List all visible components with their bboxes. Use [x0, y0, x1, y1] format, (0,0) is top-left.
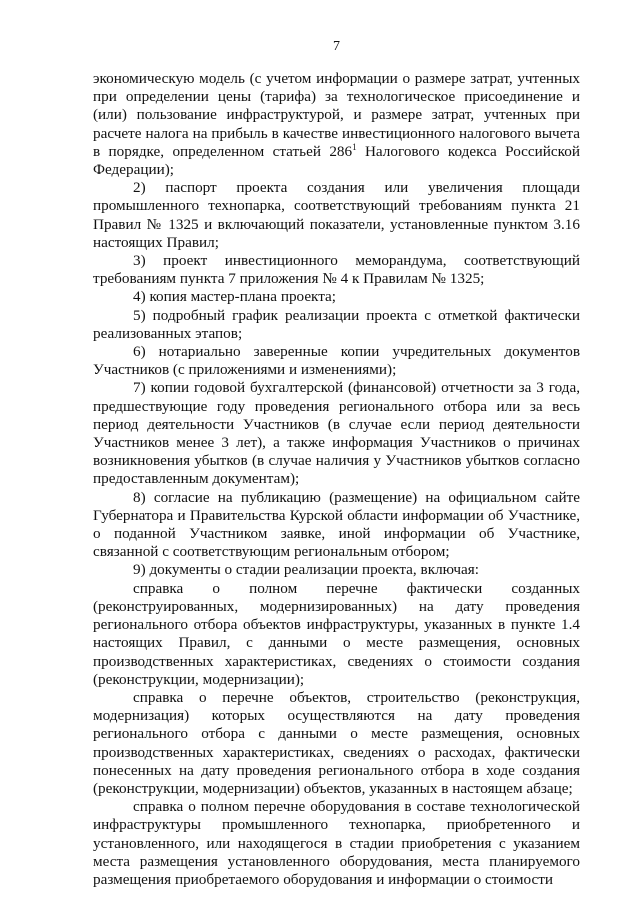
article-superscript: 1 — [352, 141, 357, 152]
paragraph-item-4: 4) копия мастер-плана проекта; — [133, 288, 337, 306]
paragraph-item-3: 3) проект инвестиционного меморандума, соответствующий требованиям пункта 7 приложения № 4 к Правилам № 1325; — [93, 252, 580, 288]
paragraph-text: экономическую модель (с учетом информации о размере затрат, учтенных при определении цены (тарифа) за технологическое присоединение и (или) пользование инфраструктурой, и размере затрат, учтенных при расчете налога на прибыль в качестве инвестиционного налогового вычета в порядке, определенном статьей 286 — [93, 70, 580, 160]
paragraph-item-8: 8) согласие на публикацию (размещение) на официальном сайте Губернатора и Правительства Курской области информации об Участнике, о поданной Участником заявке, иной информации об Участнике, связанной с соответствующим региональным отбором; — [93, 488, 580, 561]
paragraph-economic-model — [93, 70, 580, 179]
paragraph-text-continued: Налогового кодекса Российской Федерации); — [93, 142, 580, 179]
paragraph-equipment: справка о полном перечне оборудования в составе технологической инфраструктуры промышленного технопарка, приобретенного и установленного, или находящегося в стадии приобретения с указанием места размещения установленного оборудования, места планируемого размещения приобретаемого оборудования и информации о стоимости — [93, 798, 580, 888]
paragraph-objects-in-progress: справка о перечне объектов, строительство (реконструкция, модернизация) которых осуществляются на дату проведения регионального отбора с данными о месте размещения, основных производственных характеристиках, сведениях о расходах, фактически понесенных на дату проведения регионального отбора в ходе создания (реконструкции, модернизации) объектов, указанных в настоящем абзаце; — [93, 688, 580, 797]
paragraph-item-2: 2) паспорт проекта создания или увеличения площади промышленного технопарка, соответствующий требованиям пункта 21 Правил № 1325 и включающий показатели, установленные пунктом 3.16 настоящих Правил; — [93, 179, 580, 251]
paragraph-item-7: 7) копии годовой бухгалтерской (финансовой) отчетности за 3 года, предшествующие году проведения регионального отбора или за весь период деятельности Участников (в случае если период деятельности Участников менее 3 лет), а также информация Участников о причинах возникновения убытков (в случае наличия у Участников убытков согласно предоставленным документам); — [93, 379, 580, 488]
paragraph-item-9: 9) документы о стадии реализации проекта, включая: — [133, 561, 479, 579]
paragraph-item-6: 6) нотариально заверенные копии учредительных документов Участников (с приложениями и изменениями); — [93, 343, 580, 379]
paragraph-created-objects: справка о полном перечне фактически созданных (реконструированных, модернизированных) на дату проведения регионального отбора объектов инфраструктуры, указанных в пункте 1.4 настоящих Правил, с данными о месте размещения, основных производственных характеристиках, сведениях о стоимости создания (реконструкции, модернизации); — [93, 579, 580, 688]
paragraph-item-5: 5) подробный график реализации проекта с отметкой фактически реализованных этапов; — [93, 306, 580, 342]
page-number: 7 — [333, 39, 340, 54]
